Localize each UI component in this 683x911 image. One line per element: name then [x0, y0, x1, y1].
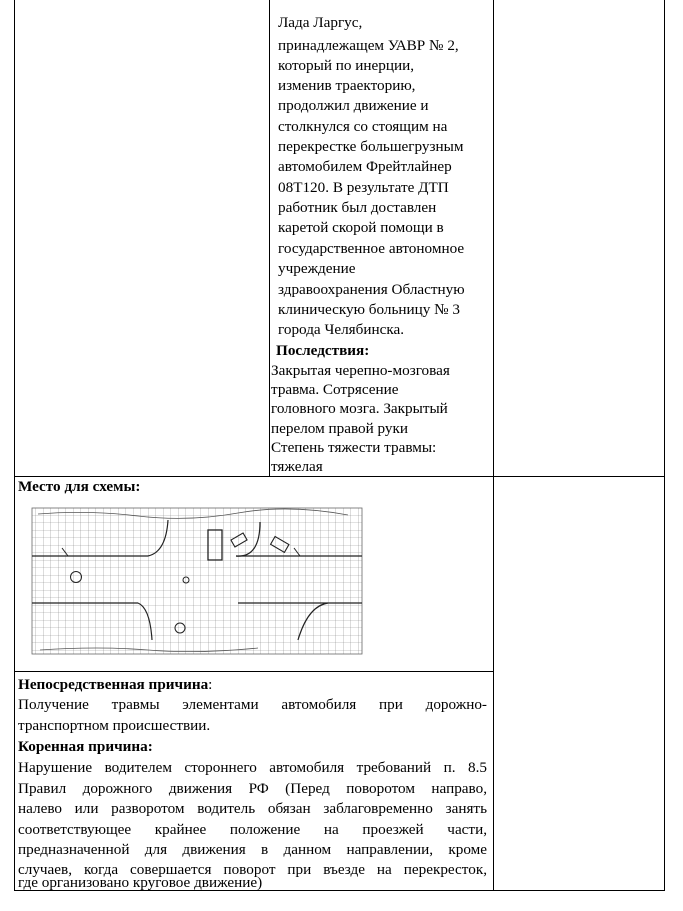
- consequences-line: травма. Сотрясение: [271, 381, 399, 398]
- consequences-line: головного мозга. Закрытый: [271, 400, 448, 417]
- account-line: Лада Ларгус,: [278, 14, 363, 31]
- root-cause-line: Правил дорожного движения РФ (Перед поворотом направо,: [18, 780, 487, 797]
- account-line: продолжил движение и: [278, 97, 429, 114]
- consequences-heading: Последствия:: [276, 342, 370, 359]
- account-line: изменив траекторию,: [278, 77, 416, 94]
- account-line: столкнулся со стоящим на: [278, 118, 448, 135]
- table-row-line-2: [14, 671, 494, 672]
- consequences-line: Степень тяжести травмы:: [271, 439, 437, 456]
- direct-cause-heading: Непосредственная причина: [18, 676, 209, 693]
- scheme-heading: Место для схемы:: [18, 478, 141, 495]
- root-cause-line: случаев, когда совершается поворот при въезде на перекресток,: [18, 861, 487, 878]
- root-cause-line: налево или разворотом водитель обязан заблаговременно занять: [18, 800, 487, 817]
- root-cause-line: Нарушение водителем стороннего автомобиля требований п. 8.5: [18, 759, 487, 776]
- table-divider-mid: [269, 0, 270, 477]
- root-cause-line: соответствующее крайнее положение на проезжей части,: [18, 821, 487, 838]
- account-line: принадлежащем УАВР № 2,: [278, 37, 459, 54]
- direct-cause-colon: :: [208, 676, 213, 693]
- account-line: перекрестке большегрузным: [278, 138, 464, 155]
- account-line: здравоохранения Областную: [278, 281, 465, 298]
- account-line: клиническую больницу № 3: [278, 301, 461, 318]
- account-line: города Челябинска.: [278, 321, 405, 338]
- account-line: работник был доставлен: [278, 199, 437, 216]
- consequences-line: перелом правой руки: [271, 420, 409, 437]
- account-line: автомобилем Фрейтлайнер: [278, 158, 452, 175]
- consequences-line: тяжелая: [271, 458, 323, 475]
- table-border-right: [664, 0, 665, 891]
- direct-cause-line: Получение травмы элементами автомобиля при дорожно-: [18, 696, 487, 713]
- table-divider-right: [493, 0, 494, 891]
- account-line: каретой скорой помощи в: [278, 219, 444, 236]
- accident-scheme-drawing: [28, 500, 366, 662]
- direct-cause-heading-line: [18, 675, 212, 695]
- account-line: государственное автономное: [278, 240, 465, 257]
- consequences-line: Закрытая черепно-мозговая: [271, 362, 450, 379]
- table-border-left: [14, 0, 15, 891]
- root-cause-line: где организовано круговое движение): [18, 874, 263, 891]
- root-cause-line: предназначенной для движения в данном направлении, кроме: [18, 841, 487, 858]
- account-line: 08Т120. В результате ДТП: [278, 179, 449, 196]
- account-line: учреждение: [278, 260, 356, 277]
- direct-cause-line: транспортном происшествии.: [18, 717, 211, 734]
- root-cause-heading: Коренная причина:: [18, 738, 153, 755]
- account-line: который по инерции,: [278, 57, 415, 74]
